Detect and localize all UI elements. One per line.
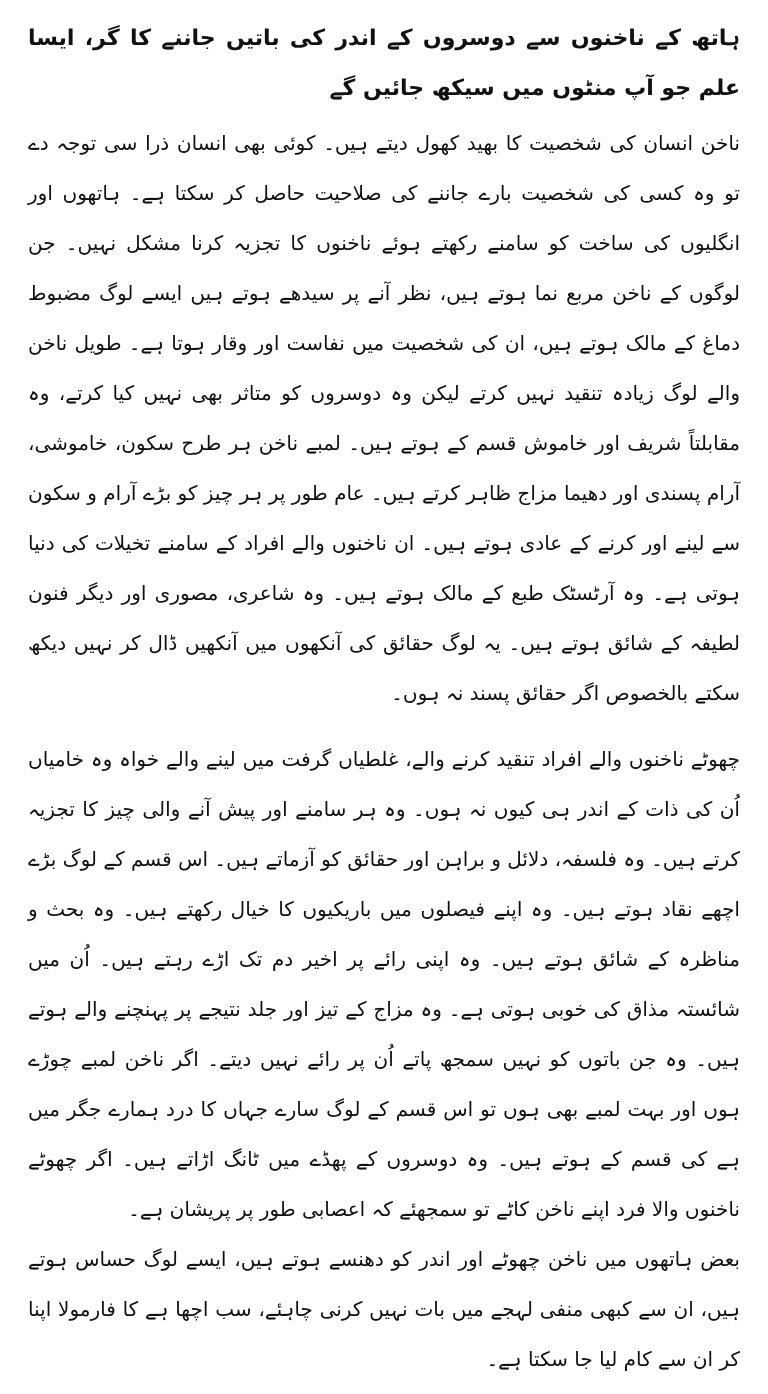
article bbox=[28, 14, 740, 1384]
paragraph-short-nails: چھوٹے ناخنوں والے افراد تنقید کرنے والے، غلطیاں گرفت میں لینے والے خواہ وہ خامیاں اُن کی ذات کے اندر ہی کیوں نہ ہوں۔ وہ ہر سامنے اور پیش آنے والی چیز کا تجزیہ کرتے ہیں۔ وہ فلسفہ، دلائل و براہن اور حقائق کو آزماتے ہیں۔ اس قسم کے لوگ بڑے اچھے نقاد ہوتے ہیں۔ وہ اپنے فیصلوں میں باریکیوں کا خیال رکھتے ہیں۔ وہ بحث و مناظرہ کے شائق ہوتے ہیں۔ وہ اپنی رائے پر اخیر دم تک اڑے رہتے ہیں۔ اُن میں شائستہ مذاق کی خوبی ہوتی ہے۔ وہ مزاج کے تیز اور جلد نتیجے پر پہنچنے والے ہوتے ہیں۔ وہ جن باتوں کو نہیں سمجھ پاتے اُن پر رائے نہیں دیتے۔ اگر ناخن لمبے چوڑے ہوں اور بہت لمبے بھی ہوں تو اس قسم کے لوگ سارے جہاں کا درد ہمارے جگر میں ہے کی قسم کے ہوتے ہیں۔ وہ دوسروں کے پھڈے میں ٹانگ اڑاتے ہیں۔ اگر چھوٹے ناخنوں والا فرد اپنے ناخن کاٹے تو سمجھئے کہ اعصابی طور پر پریشان ہے۔ bbox=[28, 747, 740, 1221]
paragraph-sunken-nails: بعض ہاتھوں میں ناخن چھوٹے اور اندر کو دھنسے ہوتے ہیں، ایسے لوگ حساس ہوتے ہیں، ان سے کبھی منفی لہجے میں بات نہیں کرنی چاہئے، سب اچھا ہے کا فارمولا اپنا کر ان سے کام لیا جا سکتا ہے۔ bbox=[28, 1247, 740, 1371]
article-title: ہاتھ کے ناخنوں سے دوسروں کے اندر کی باتیں جاننے کا گر، ایسا علم جو آپ منٹوں میں سیکھ جائیں گے bbox=[28, 26, 740, 101]
paragraph-long-nails: ناخن انسان کی شخصیت کا بھید کھول دیتے ہیں۔ کوئی بھی انسان ذرا سی توجہ دے تو وہ کسی کی شخصیت بارے جاننے کی صلاحیت حاصل کر سکتا ہے۔ ہاتھوں اور انگلیوں کی ساخت کو سامنے رکھتے ہوئے ناخنوں کا تجزیہ کرنا مشکل نہیں۔ جن لوگوں کے ناخن مربع نما ہوتے ہیں، نظر آنے پر سیدھے ہوتے ہیں ایسے لوگ مضبوط دماغ کے مالک ہوتے ہیں، ان کی شخصیت میں نفاست اور وقار ہوتا ہے۔ طویل ناخن والے لوگ زیادہ تنقید نہیں کرتے لیکن وہ دوسروں کو متاثر بھی نہیں کیا کرتے، وہ مقابلتاً شریف اور خاموش قسم کے ہوتے ہیں۔ لمبے ناخن ہر طرح سکون، خاموشی، آرام پسندی اور دھیما مزاج ظاہر کرتے ہیں۔ عام طور پر ہر چیز کو بڑے آرام و سکون سے لینے اور کرنے کے عادی ہوتے ہیں۔ ان ناخنوں والے افراد کے سامنے تخیلات کی دنیا ہوتی ہے۔ وہ آرٹسٹک طبع کے مالک ہوتے ہیں۔ وہ شاعری، مصوری اور دیگر فنون لطیفہ کے شائق ہوتے ہیں۔ یہ لوگ حقائق کی آنکھوں میں آنکھیں ڈال کر نہیں دیکھ سکتے بالخصوص اگر حقائق پسند نہ ہوں۔ bbox=[28, 131, 740, 705]
